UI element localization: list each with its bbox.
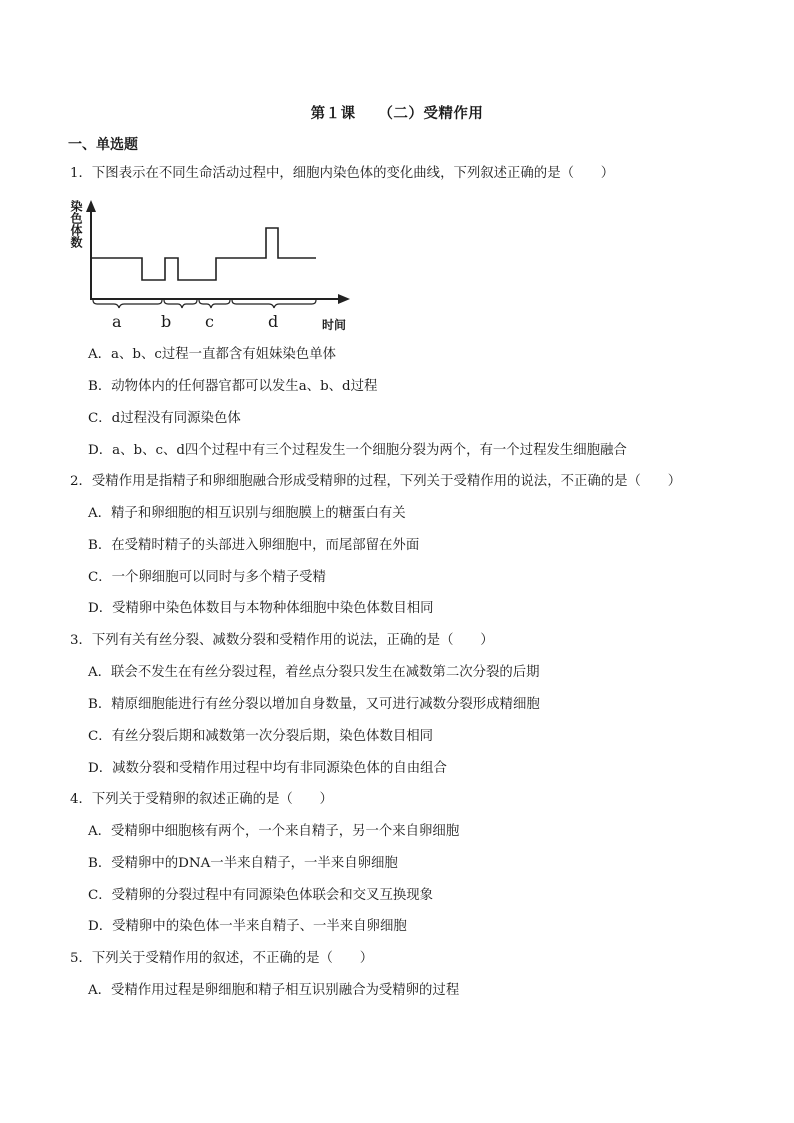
question-3-option-a: A．联会不发生在有丝分裂过程，着丝点分裂只发生在减数第二次分裂的后期 xyxy=(88,665,540,680)
brace-d xyxy=(232,300,316,308)
question-1-option-b: B．动物体内的任何器官都可以发生a、b、d过程 xyxy=(88,379,378,394)
question-2-option-b: B．在受精时精子的头部进入卵细胞中，而尾部留在外面 xyxy=(88,538,420,553)
graph-y-axis-arrow xyxy=(86,200,96,212)
question-1-option-a: A．a、b、c过程一直都含有姐妹染色单体 xyxy=(88,347,336,362)
question-1-stem: 1．下图表示在不同生命活动过程中，细胞内染色体的变化曲线，下列叙述正确的是（ ） xyxy=(70,166,615,181)
question-1-option-d: D．a、b、c、d四个过程中有三个过程发生一个细胞分裂为两个，有一个过程发生细胞融合 xyxy=(88,443,627,458)
graph-y-axis-label: 染色体数 xyxy=(69,200,83,248)
brace-b xyxy=(164,300,197,308)
question-1-option-c: C．d过程没有同源染色体 xyxy=(88,411,241,426)
question-2-option-d: D．受精卵中染色体数目与本物种体细胞中染色体数目相同 xyxy=(88,601,434,616)
question-5-stem: 5．下列关于受精作用的叙述，不正确的是（ ） xyxy=(70,951,374,966)
question-2-option-a: A．精子和卵细胞的相互识别与细胞膜上的糖蛋白有关 xyxy=(88,506,406,521)
brace-c xyxy=(199,300,230,308)
chromosome-graph xyxy=(66,196,366,338)
graph-x-axis-label: 时间 xyxy=(322,318,347,332)
brace-a xyxy=(93,300,162,308)
question-5-option-a: A．受精作用过程是卵细胞和精子相互识别融合为受精卵的过程 xyxy=(88,983,460,998)
question-2-option-c: C．一个卵细胞可以同时与多个精子受精 xyxy=(88,570,326,585)
question-3-option-c: C．有丝分裂后期和减数第一次分裂后期，染色体数目相同 xyxy=(88,729,434,744)
section-heading: 一、单选题 xyxy=(68,137,138,153)
question-4-option-d: D．受精卵中的染色体一半来自精子、一半来自卵细胞 xyxy=(88,919,407,934)
graph-segment-label-a: a xyxy=(112,312,122,331)
question-4-stem: 4．下列关于受精卵的叙述正确的是（ ） xyxy=(70,792,333,807)
graph-curve xyxy=(91,228,316,280)
question-3-stem: 3．下列有关有丝分裂、减数分裂和受精作用的说法，正确的是（ ） xyxy=(70,633,494,648)
graph-segment-label-c: c xyxy=(205,312,214,331)
question-3-option-d: D．减数分裂和受精作用过程中均有非同源染色体的自由组合 xyxy=(88,761,447,776)
graph-x-axis-arrow xyxy=(338,294,350,304)
question-2-stem: 2．受精作用是指精子和卵细胞融合形成受精卵的过程，下列关于受精作用的说法，不正确的是（ ） xyxy=(70,474,682,489)
question-4-option-a: A．受精卵中细胞核有两个，一个来自精子，另一个来自卵细胞 xyxy=(88,824,460,839)
page-title: 第１课 （二）受精作用 xyxy=(310,105,484,122)
graph-segment-label-b: b xyxy=(161,312,172,331)
question-3-option-b: B．精原细胞能进行有丝分裂以增加自身数量，又可进行减数分裂形成精细胞 xyxy=(88,697,540,712)
question-4-option-c: C．受精卵的分裂过程中有同源染色体联会和交叉互换现象 xyxy=(88,888,434,903)
graph-segment-label-d: d xyxy=(268,312,279,331)
question-4-option-b: B．受精卵中的DNA一半来自精子，一半来自卵细胞 xyxy=(88,856,398,871)
